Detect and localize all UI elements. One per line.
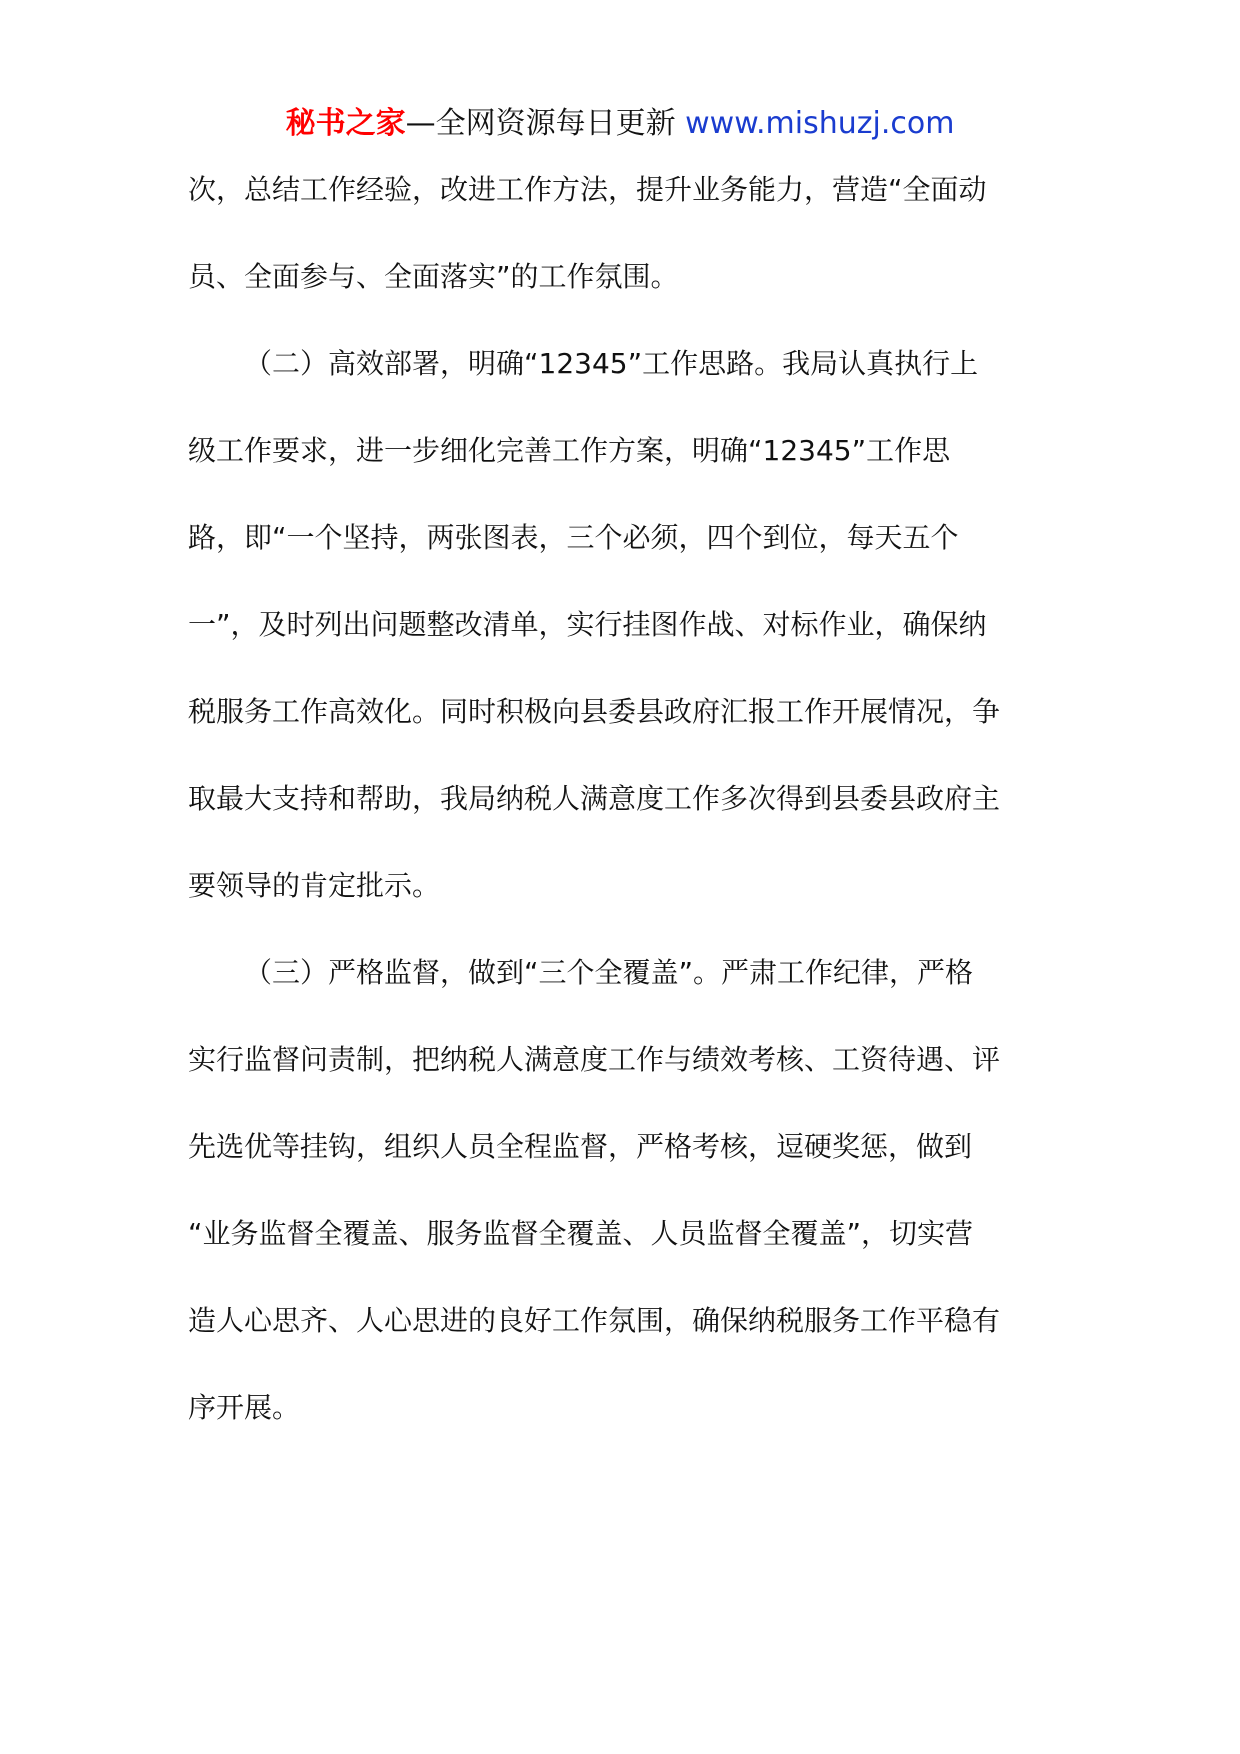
paragraph-line: 税服务工作高效化。同时积极向县委县政府汇报工作开展情况，争 — [188, 695, 1001, 728]
paragraph-line: 取最大支持和帮助，我局纳税人满意度工作多次得到县委县政府主 — [188, 782, 1001, 815]
paragraph-line: 造人心思齐、人心思进的良好工作氛围，确保纳税服务工作平稳有 — [188, 1304, 1001, 1337]
website-link[interactable]: www.mishuzj.com — [685, 106, 955, 141]
header-slogan: —全网资源每日更新 — [405, 106, 686, 141]
paragraph-line: 要领导的肯定批示。 — [188, 869, 441, 902]
paragraph-line: 级工作要求，进一步细化完善工作方案，明确“12345”工作思 — [188, 434, 951, 467]
paragraph-line: 员、全面参与、全面落实”的工作氛围。 — [188, 260, 679, 293]
paragraph-line: 路，即“一个坚持，两张图表，三个必须，四个到位，每天五个 — [188, 521, 959, 554]
paragraph-line: 一”，及时列出问题整改清单，实行挂图作战、对标作业，确保纳 — [188, 608, 987, 641]
section-heading-line: （二）高效部署，明确“12345”工作思路。我局认真执行上 — [244, 347, 979, 380]
page-header — [0, 102, 1240, 146]
paragraph-line: 序开展。 — [188, 1391, 301, 1424]
paragraph-line: 次，总结工作经验，改进工作方法，提升业务能力，营造“全面动 — [188, 173, 987, 206]
paragraph-line: 实行监督问责制，把纳税人满意度工作与绩效考核、工资待遇、评 — [188, 1043, 1001, 1076]
section-heading-line: （三）严格监督，做到“三个全覆盖”。严肃工作纪律，严格 — [244, 956, 974, 989]
brand-name: 秘书之家 — [285, 106, 406, 141]
paragraph-line: 先选优等挂钩，组织人员全程监督，严格考核，逗硬奖惩，做到 — [188, 1130, 973, 1163]
paragraph-line: “业务监督全覆盖、服务监督全覆盖、人员监督全覆盖”，切实营 — [188, 1217, 974, 1250]
